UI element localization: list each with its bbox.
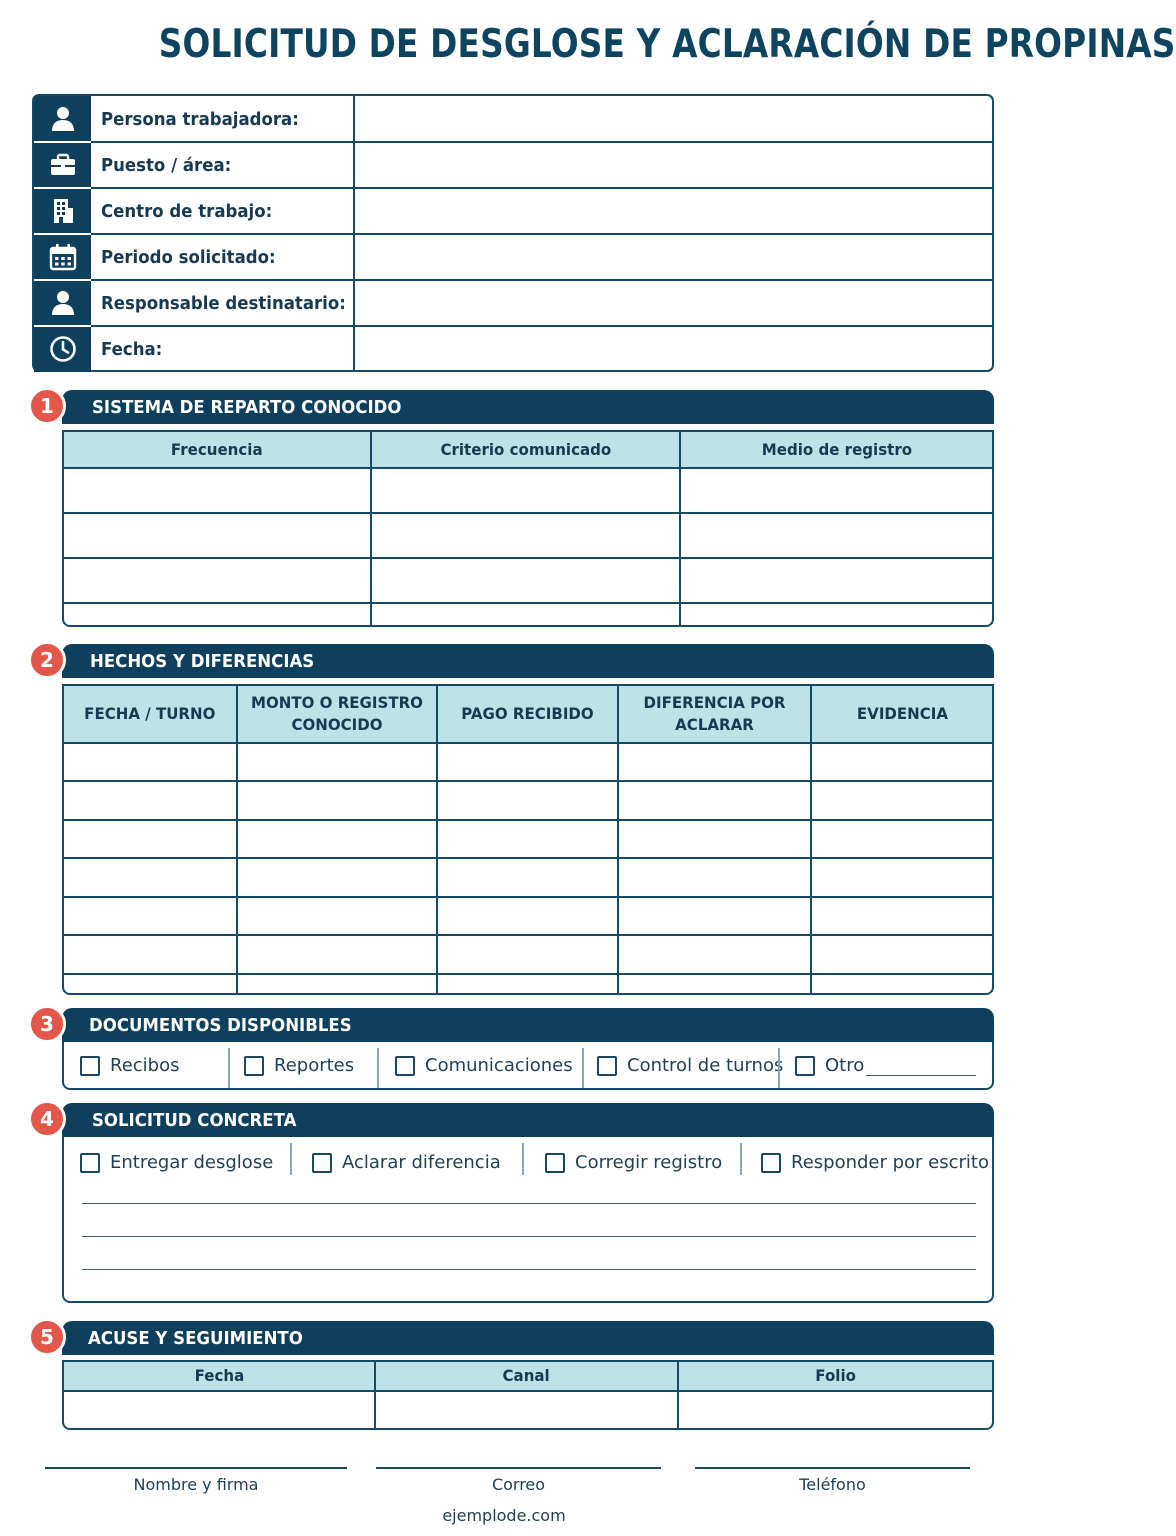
table-cell[interactable] (811, 781, 992, 819)
info-label-recipient: Responsable destinatario: (101, 292, 346, 314)
table-cell[interactable] (371, 603, 680, 625)
info-row-worker (34, 96, 992, 142)
checkbox[interactable] (80, 1056, 100, 1076)
option-recibos[interactable]: Recibos (80, 1055, 180, 1076)
table-cell[interactable] (811, 820, 992, 858)
table-cell[interactable] (811, 897, 992, 935)
table-row (64, 897, 992, 935)
table-cell[interactable] (680, 558, 992, 603)
section-5-number: 5 (28, 1318, 66, 1356)
table-cell[interactable] (371, 558, 680, 603)
option-reportes[interactable]: Reportes (244, 1055, 354, 1076)
write-line[interactable] (82, 1203, 976, 1204)
table-cell[interactable] (64, 603, 371, 625)
checkbox[interactable] (244, 1056, 264, 1076)
page-title: SOLICITUD DE DESGLOSE Y ACLARACIÓN DE PROPINAS (158, 22, 1176, 67)
table-cell[interactable] (64, 974, 237, 993)
option-aclarar-diferencia[interactable]: Aclarar diferencia (312, 1152, 501, 1173)
signature-label: Nombre y firma (133, 1475, 259, 1494)
table-cell[interactable] (618, 781, 811, 819)
otro-line[interactable] (866, 1075, 976, 1076)
option-comunicaciones[interactable]: Comunicaciones (395, 1055, 573, 1076)
info-row-position (34, 142, 992, 188)
worker-field[interactable] (355, 96, 992, 142)
table-cell[interactable] (680, 513, 992, 558)
section-5-title: ACUSE Y SEGUIMIENTO (88, 1328, 303, 1349)
table-cell[interactable] (237, 974, 437, 993)
table-row (64, 820, 992, 858)
table-cell[interactable] (680, 603, 992, 625)
info-label-position: Puesto / área: (101, 154, 232, 176)
table-cell[interactable] (811, 974, 992, 993)
checkbox[interactable] (761, 1153, 781, 1173)
followup-table (62, 1360, 994, 1430)
table-cell[interactable] (437, 781, 618, 819)
section-3-number: 3 (28, 1005, 66, 1043)
option-otro[interactable]: Otro (795, 1055, 864, 1076)
table-cell[interactable] (237, 897, 437, 935)
section-2-title: HECHOS Y DIFERENCIAS (90, 651, 315, 672)
table-cell[interactable] (64, 468, 371, 513)
col-header-monto: MONTO O REGISTRO CONOCIDO (237, 686, 437, 743)
table-cell[interactable] (237, 743, 437, 781)
table-cell[interactable] (437, 743, 618, 781)
table-cell[interactable] (811, 743, 992, 781)
recipient-field[interactable] (355, 280, 992, 326)
table-cell[interactable] (371, 513, 680, 558)
section-5-header (62, 1321, 994, 1355)
info-row-period (34, 234, 992, 280)
checkbox[interactable] (395, 1056, 415, 1076)
documents-box (62, 1042, 994, 1090)
info-label-period: Periodo solicitado: (101, 246, 276, 268)
section-2-header (62, 644, 994, 678)
table-row (64, 1391, 992, 1428)
checkbox[interactable] (597, 1056, 617, 1076)
calendar-icon (34, 234, 91, 280)
col-header-diferencia: DIFERENCIA POR ACLARAR (618, 686, 811, 743)
section-4-header (62, 1103, 994, 1137)
table-row (64, 743, 992, 781)
table-cell[interactable] (64, 820, 237, 858)
table-cell[interactable] (680, 468, 992, 513)
section-4-number: 4 (28, 1100, 66, 1138)
table-cell[interactable] (678, 1391, 992, 1428)
section-4-title: SOLICITUD CONCRETA (92, 1110, 297, 1131)
period-field[interactable] (355, 234, 992, 280)
clock-icon (34, 326, 91, 372)
person-icon (34, 280, 91, 326)
request-box (62, 1137, 994, 1303)
table-cell[interactable] (64, 743, 237, 781)
section-2-number: 2 (28, 641, 66, 679)
person-icon (34, 96, 91, 142)
table-cell[interactable] (237, 935, 437, 973)
table-cell[interactable] (437, 974, 618, 993)
section-3-title: DOCUMENTOS DISPONIBLES (89, 1015, 352, 1036)
option-entregar-desglose[interactable]: Entregar desglose (80, 1152, 273, 1173)
position-field[interactable] (355, 142, 992, 188)
table-cell[interactable] (64, 513, 371, 558)
col-header-criterio: Criterio comunicado (371, 432, 680, 468)
phone-label: Teléfono (799, 1475, 866, 1494)
building-icon (34, 188, 91, 234)
option-corregir-registro[interactable]: Corregir registro (545, 1152, 722, 1173)
col-header-pago: PAGO RECIBIDO (437, 686, 618, 743)
table-cell[interactable] (237, 781, 437, 819)
section-1-number: 1 (28, 387, 66, 425)
table-cell[interactable] (437, 820, 618, 858)
table-cell[interactable] (64, 1391, 375, 1428)
info-label-workplace: Centro de trabajo: (101, 200, 273, 222)
table-cell[interactable] (64, 897, 237, 935)
table-cell[interactable] (437, 935, 618, 973)
info-row-recipient (34, 280, 992, 326)
table-cell[interactable] (237, 820, 437, 858)
table-row (64, 513, 992, 558)
table-cell[interactable] (64, 781, 237, 819)
table-cell[interactable] (618, 897, 811, 935)
table-cell[interactable] (811, 858, 992, 896)
col-header-fecha-turno: FECHA / TURNO (64, 686, 237, 743)
checkbox[interactable] (545, 1153, 565, 1173)
table-cell[interactable] (618, 974, 811, 993)
option-control-turnos[interactable]: Control de turnos (597, 1055, 783, 1076)
col-header-evidencia: EVIDENCIA (811, 686, 992, 743)
table-row (64, 558, 992, 603)
info-block (32, 94, 994, 372)
table-cell[interactable] (237, 858, 437, 896)
write-line[interactable] (82, 1269, 976, 1270)
workplace-field[interactable] (355, 188, 992, 234)
option-responder-escrito[interactable]: Responder por escrito (761, 1152, 989, 1173)
table-cell[interactable] (375, 1391, 678, 1428)
table-cell[interactable] (437, 858, 618, 896)
table-cell[interactable] (618, 858, 811, 896)
facts-table (62, 684, 994, 995)
date-field[interactable] (355, 326, 992, 372)
table-cell[interactable] (618, 743, 811, 781)
col-header-folio: Folio (678, 1362, 992, 1391)
section-3-header (62, 1008, 994, 1042)
checkbox[interactable] (312, 1153, 332, 1173)
email-line[interactable] (376, 1467, 661, 1469)
write-line[interactable] (82, 1236, 976, 1237)
col-header-fecha: Fecha (64, 1362, 375, 1391)
email-label: Correo (491, 1475, 546, 1494)
info-row-workplace (34, 188, 992, 234)
col-header-canal: Canal (375, 1362, 678, 1391)
checkbox[interactable] (795, 1056, 815, 1076)
section-1-header (62, 390, 994, 424)
info-label-worker: Persona trabajadora: (101, 108, 299, 130)
table-cell[interactable] (811, 935, 992, 973)
table-row (64, 468, 992, 513)
info-label-date: Fecha: (101, 338, 163, 360)
table-row (64, 935, 992, 973)
col-header-medio: Medio de registro (680, 432, 992, 468)
table-cell[interactable] (618, 820, 811, 858)
table-cell[interactable] (64, 935, 237, 973)
info-row-date (34, 326, 992, 372)
table-row (64, 974, 992, 993)
distribution-table (62, 430, 994, 627)
table-cell[interactable] (437, 897, 618, 935)
checkbox[interactable] (80, 1153, 100, 1173)
phone-line[interactable] (695, 1467, 970, 1469)
table-cell[interactable] (618, 935, 811, 973)
table-row (64, 603, 992, 625)
section-1-title: SISTEMA DE REPARTO CONOCIDO (92, 397, 402, 418)
table-row (64, 781, 992, 819)
table-cell[interactable] (64, 558, 371, 603)
table-row (64, 858, 992, 896)
table-cell[interactable] (371, 468, 680, 513)
briefcase-icon (34, 142, 91, 188)
signature-line[interactable] (45, 1467, 347, 1469)
table-cell[interactable] (64, 858, 237, 896)
site-credit: ejemplode.com (442, 1506, 566, 1525)
col-header-frecuencia: Frecuencia (64, 432, 371, 468)
